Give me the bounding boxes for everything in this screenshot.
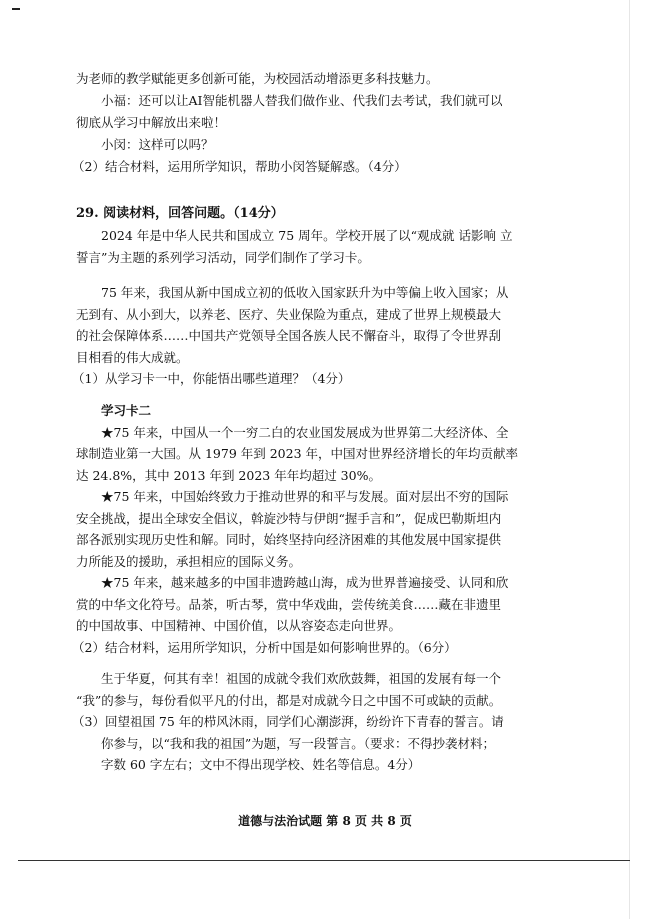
text-line: 部各派别实现历史性和解。同时，始终坚持向经济困难的其他发展中国家提供: [76, 532, 502, 547]
question-prompt: （1）从学习卡一中，你能悟出哪些道理？（4分）: [72, 371, 351, 386]
text-line: 达 24.8%，其中 2013 年到 2023 年年均超过 30%。: [76, 467, 381, 483]
text-line: 目相看的伟大成就。: [76, 349, 189, 365]
text-line: 誓言”为主题的系列学习活动，同学们制作了学习卡。: [76, 250, 370, 265]
divider: [18, 860, 630, 861]
question-prompt: 你参与，以“我和我的祖国”为题，写一段誓言。（要求：不得抄袭材料；: [101, 735, 496, 751]
study-card-1: [72, 282, 596, 390]
text-line: 75 年来，我国从新中国成立初的低收入国家跃升为中等偏上收入国家；从: [101, 285, 509, 300]
card-title: 学习卡二: [101, 403, 152, 418]
text-line: ★75 年来，中国始终致力于推动世界的和平与发展。面对层出不穷的国际: [101, 489, 509, 504]
text-line: 小闵：这样可以吗？: [101, 137, 214, 152]
text-line: 赏的中华文化符号。品茶，听古琴，赏中华戏曲，尝传统美食……藏在非遗里: [76, 596, 502, 612]
question-prompt: （3）回望祖国 75 年的栉风沐雨，同学们心潮澎湃，纷纷许下青春的誓言。请: [72, 714, 504, 729]
question-prompt: （2）结合材料，运用所学知识，帮助小闵答疑解惑。（4分）: [72, 159, 407, 174]
page-footer: 道德与法治试题 第 8 页 共 8 页: [238, 814, 412, 828]
text-line: 生于华夏，何其有幸！祖国的成就令我们欢欣鼓舞，祖国的发展有每一个: [101, 671, 502, 686]
text-line: 力所能及的援助，承担相应的国际义务。: [76, 553, 302, 569]
text-line: 球制造业第一大国。从 1979 年到 2023 年，中国对世界经济增长的年均贡献率: [76, 446, 519, 461]
text-line: 的社会保障体系……中国共产党领导全国各族人民不懈奋斗，取得了令世界刮: [76, 328, 502, 343]
text-line: 的中国故事、中国精神、中国价值，以从容姿态走向世界。: [76, 618, 402, 633]
text-line: 2024 年是中华人民共和国成立 75 周年。学校开展了以“观成就 话影响 立: [101, 228, 513, 243]
study-card-2: [72, 400, 596, 658]
study-card-3: [72, 668, 596, 776]
text-line: “我”的参与，每份看似平凡的付出，都是对成就今日之中国不可或缺的贡献。: [76, 692, 502, 708]
previous-question-tail: [72, 68, 596, 178]
text-line: 无到有、从小到大，以养老、医疗、失业保险为重点，建成了世界上规模最大: [76, 306, 502, 322]
question-29: [76, 203, 596, 269]
scan-mark: [12, 8, 20, 10]
text-line: 为老师的教学赋能更多创新可能，为校园活动增添更多科技魅力。: [76, 71, 439, 86]
text-line: ★75 年来，越来越多的中国非遗跨越山海，成为世界普遍接受、认同和欣: [101, 575, 509, 590]
text-line: ★75 年来，中国从一个一穷二白的农业国发展成为世界第二大经济体、全: [101, 424, 509, 440]
text-line: 小福：还可以让AI智能机器人替我们做作业、代我们去考试，我们就可以: [101, 93, 503, 108]
question-prompt: （2）结合材料，运用所学知识，分析中国是如何影响世界的。（6分）: [72, 639, 457, 655]
page-edge: [629, 0, 630, 919]
question-prompt: 字数 60 字左右；文中不得出现学校、姓名等信息。4分）: [101, 757, 421, 772]
text-line: 安全挑战，提出全球安全倡议，斡旋沙特与伊朗“握手言和”，促成巴勒斯坦内: [76, 510, 502, 526]
text-line: 彻底从学习中解放出来啦！: [76, 115, 227, 130]
question-title: 29. 阅读材料，回答问题。（14分）: [76, 206, 284, 221]
